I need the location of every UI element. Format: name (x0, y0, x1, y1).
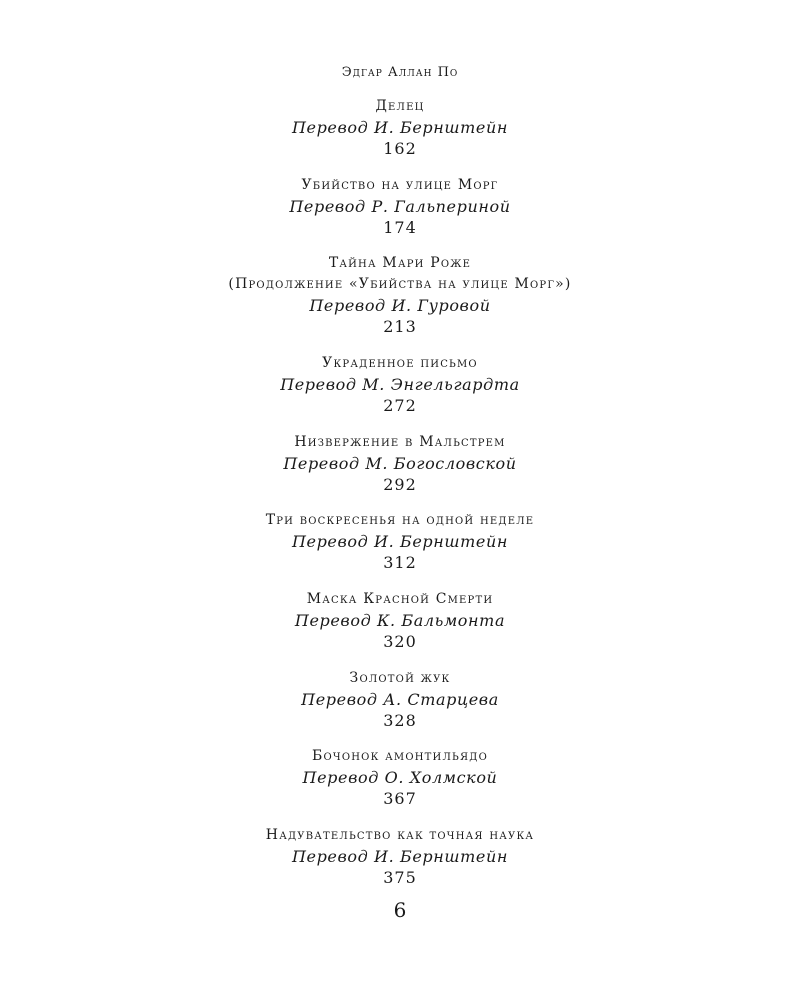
entry-page-number: 174 (383, 217, 417, 237)
entry-title: Надувательство как точная наука (265, 826, 535, 843)
entry-translator: Перевод К. Бальмонта (294, 610, 506, 630)
entry-translator: Перевод О. Холмской (302, 768, 498, 788)
entry-page-number: 375 (383, 867, 417, 887)
entry-translator: Перевод А. Старцева (301, 689, 499, 709)
toc-entry (0, 253, 800, 353)
running-head: Эдгар Аллан По (341, 65, 459, 80)
toc-entry (0, 432, 800, 511)
entry-translator: Перевод И. Гуровой (309, 296, 491, 316)
entry-subtitle: (Продолжение «Убийства на улице Морг») (228, 276, 572, 293)
toc-entry (0, 668, 800, 747)
toc-entry (0, 746, 800, 825)
entry-title: Бочонок амонтильядо (312, 748, 488, 765)
entry-translator: Перевод И. Бернштейн (291, 532, 509, 552)
entry-page-number: 213 (383, 317, 417, 337)
entry-title: Маска Красной Смерти (306, 590, 494, 607)
entry-page-number: 162 (383, 139, 417, 158)
entry-translator: Перевод И. Бернштейн (291, 118, 509, 137)
entry-page-number: 292 (383, 474, 417, 494)
folio-page-number: 6 (393, 898, 407, 922)
entry-page-number: 367 (383, 789, 417, 809)
entry-page-number: 272 (383, 396, 417, 416)
toc-entry (0, 825, 800, 904)
entry-title: Тайна Мари Роже (328, 255, 472, 272)
toc-entry (0, 589, 800, 668)
toc-entry (0, 353, 800, 432)
entry-page-number: 312 (383, 553, 417, 573)
entry-title: Убийство на улице Морг (301, 176, 499, 193)
entry-translator: Перевод М. Энгельгардта (280, 375, 520, 395)
entry-translator: Перевод Р. Гальпериной (289, 196, 511, 216)
toc-entry (0, 175, 800, 254)
toc-entry (0, 510, 800, 589)
entry-translator: Перевод И. Бернштейн (291, 846, 509, 866)
entry-title: Делец (375, 98, 425, 114)
entry-title: Низвержение в Мальстрем (294, 433, 506, 450)
table-of-contents (0, 96, 800, 903)
entry-translator: Перевод М. Богословской (283, 453, 517, 473)
entry-page-number: 320 (383, 631, 417, 651)
entry-title: Три воскресенья на одной неделе (265, 512, 535, 529)
entry-title: Золотой жук (349, 669, 451, 686)
entry-title: Украденное письмо (322, 355, 478, 372)
entry-page-number: 328 (383, 710, 417, 730)
toc-entry (0, 96, 800, 175)
